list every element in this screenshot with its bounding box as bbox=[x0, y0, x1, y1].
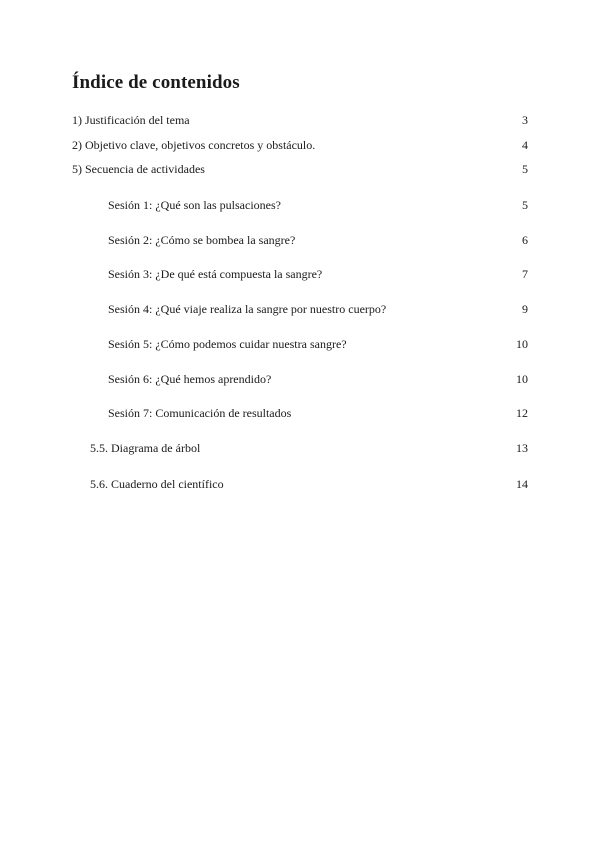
toc-entry-page: 4 bbox=[522, 138, 528, 152]
toc-entry[interactable] bbox=[72, 136, 528, 154]
toc-entry[interactable] bbox=[90, 475, 528, 493]
toc-entry-page: 12 bbox=[516, 406, 528, 420]
toc-entry-label: 5) Secuencia de actividades bbox=[72, 162, 205, 176]
toc-entry-label: 2) Objetivo clave, objetivos concretos y obstáculo. bbox=[72, 138, 316, 152]
toc-entry[interactable] bbox=[108, 300, 528, 318]
toc-entry-label: Sesión 1: ¿Qué son las pulsaciones? bbox=[108, 198, 281, 212]
toc-entry-page: 5 bbox=[522, 162, 528, 176]
toc-entry-label: Sesión 4: ¿Qué viaje realiza la sangre por nuestro cuerpo? bbox=[108, 302, 387, 316]
toc-entry-page: 5 bbox=[522, 198, 528, 212]
toc-entry-label: Sesión 6: ¿Qué hemos aprendido? bbox=[108, 372, 272, 386]
toc-entry[interactable] bbox=[108, 196, 528, 214]
toc-entry[interactable] bbox=[108, 335, 528, 353]
toc-entry-label: 5.5. Diagrama de árbol bbox=[90, 441, 201, 455]
toc-entry-page: 14 bbox=[516, 477, 528, 491]
toc-entry[interactable] bbox=[108, 265, 528, 283]
toc-entry-label: Sesión 5: ¿Cómo podemos cuidar nuestra sangre? bbox=[108, 337, 347, 351]
toc-entry-page: 10 bbox=[516, 337, 528, 351]
toc-title: Índice de contenidos bbox=[72, 72, 240, 93]
toc-entry-page: 7 bbox=[522, 267, 528, 281]
toc-entry-label: Sesión 2: ¿Cómo se bombea la sangre? bbox=[108, 233, 296, 247]
toc-entry-page: 10 bbox=[516, 372, 528, 386]
toc-entry-page: 6 bbox=[522, 233, 528, 247]
toc-entry-label: Sesión 7: Comunicación de resultados bbox=[108, 406, 292, 420]
toc-entry[interactable] bbox=[108, 231, 528, 249]
toc-entry-page: 3 bbox=[522, 113, 528, 127]
toc-entry-label: Sesión 3: ¿De qué está compuesta la sangre? bbox=[108, 267, 323, 281]
toc-entry[interactable] bbox=[108, 370, 528, 388]
toc-entry[interactable] bbox=[108, 404, 528, 422]
toc-entry[interactable] bbox=[90, 439, 528, 457]
toc-entry-page: 9 bbox=[522, 302, 528, 316]
toc-entry[interactable] bbox=[72, 111, 528, 129]
toc-entry-label: 1) Justificación del tema bbox=[72, 113, 190, 127]
toc-entry[interactable] bbox=[72, 160, 528, 178]
toc-entry-label: 5.6. Cuaderno del científico bbox=[90, 477, 224, 491]
toc-entry-page: 13 bbox=[516, 441, 528, 455]
